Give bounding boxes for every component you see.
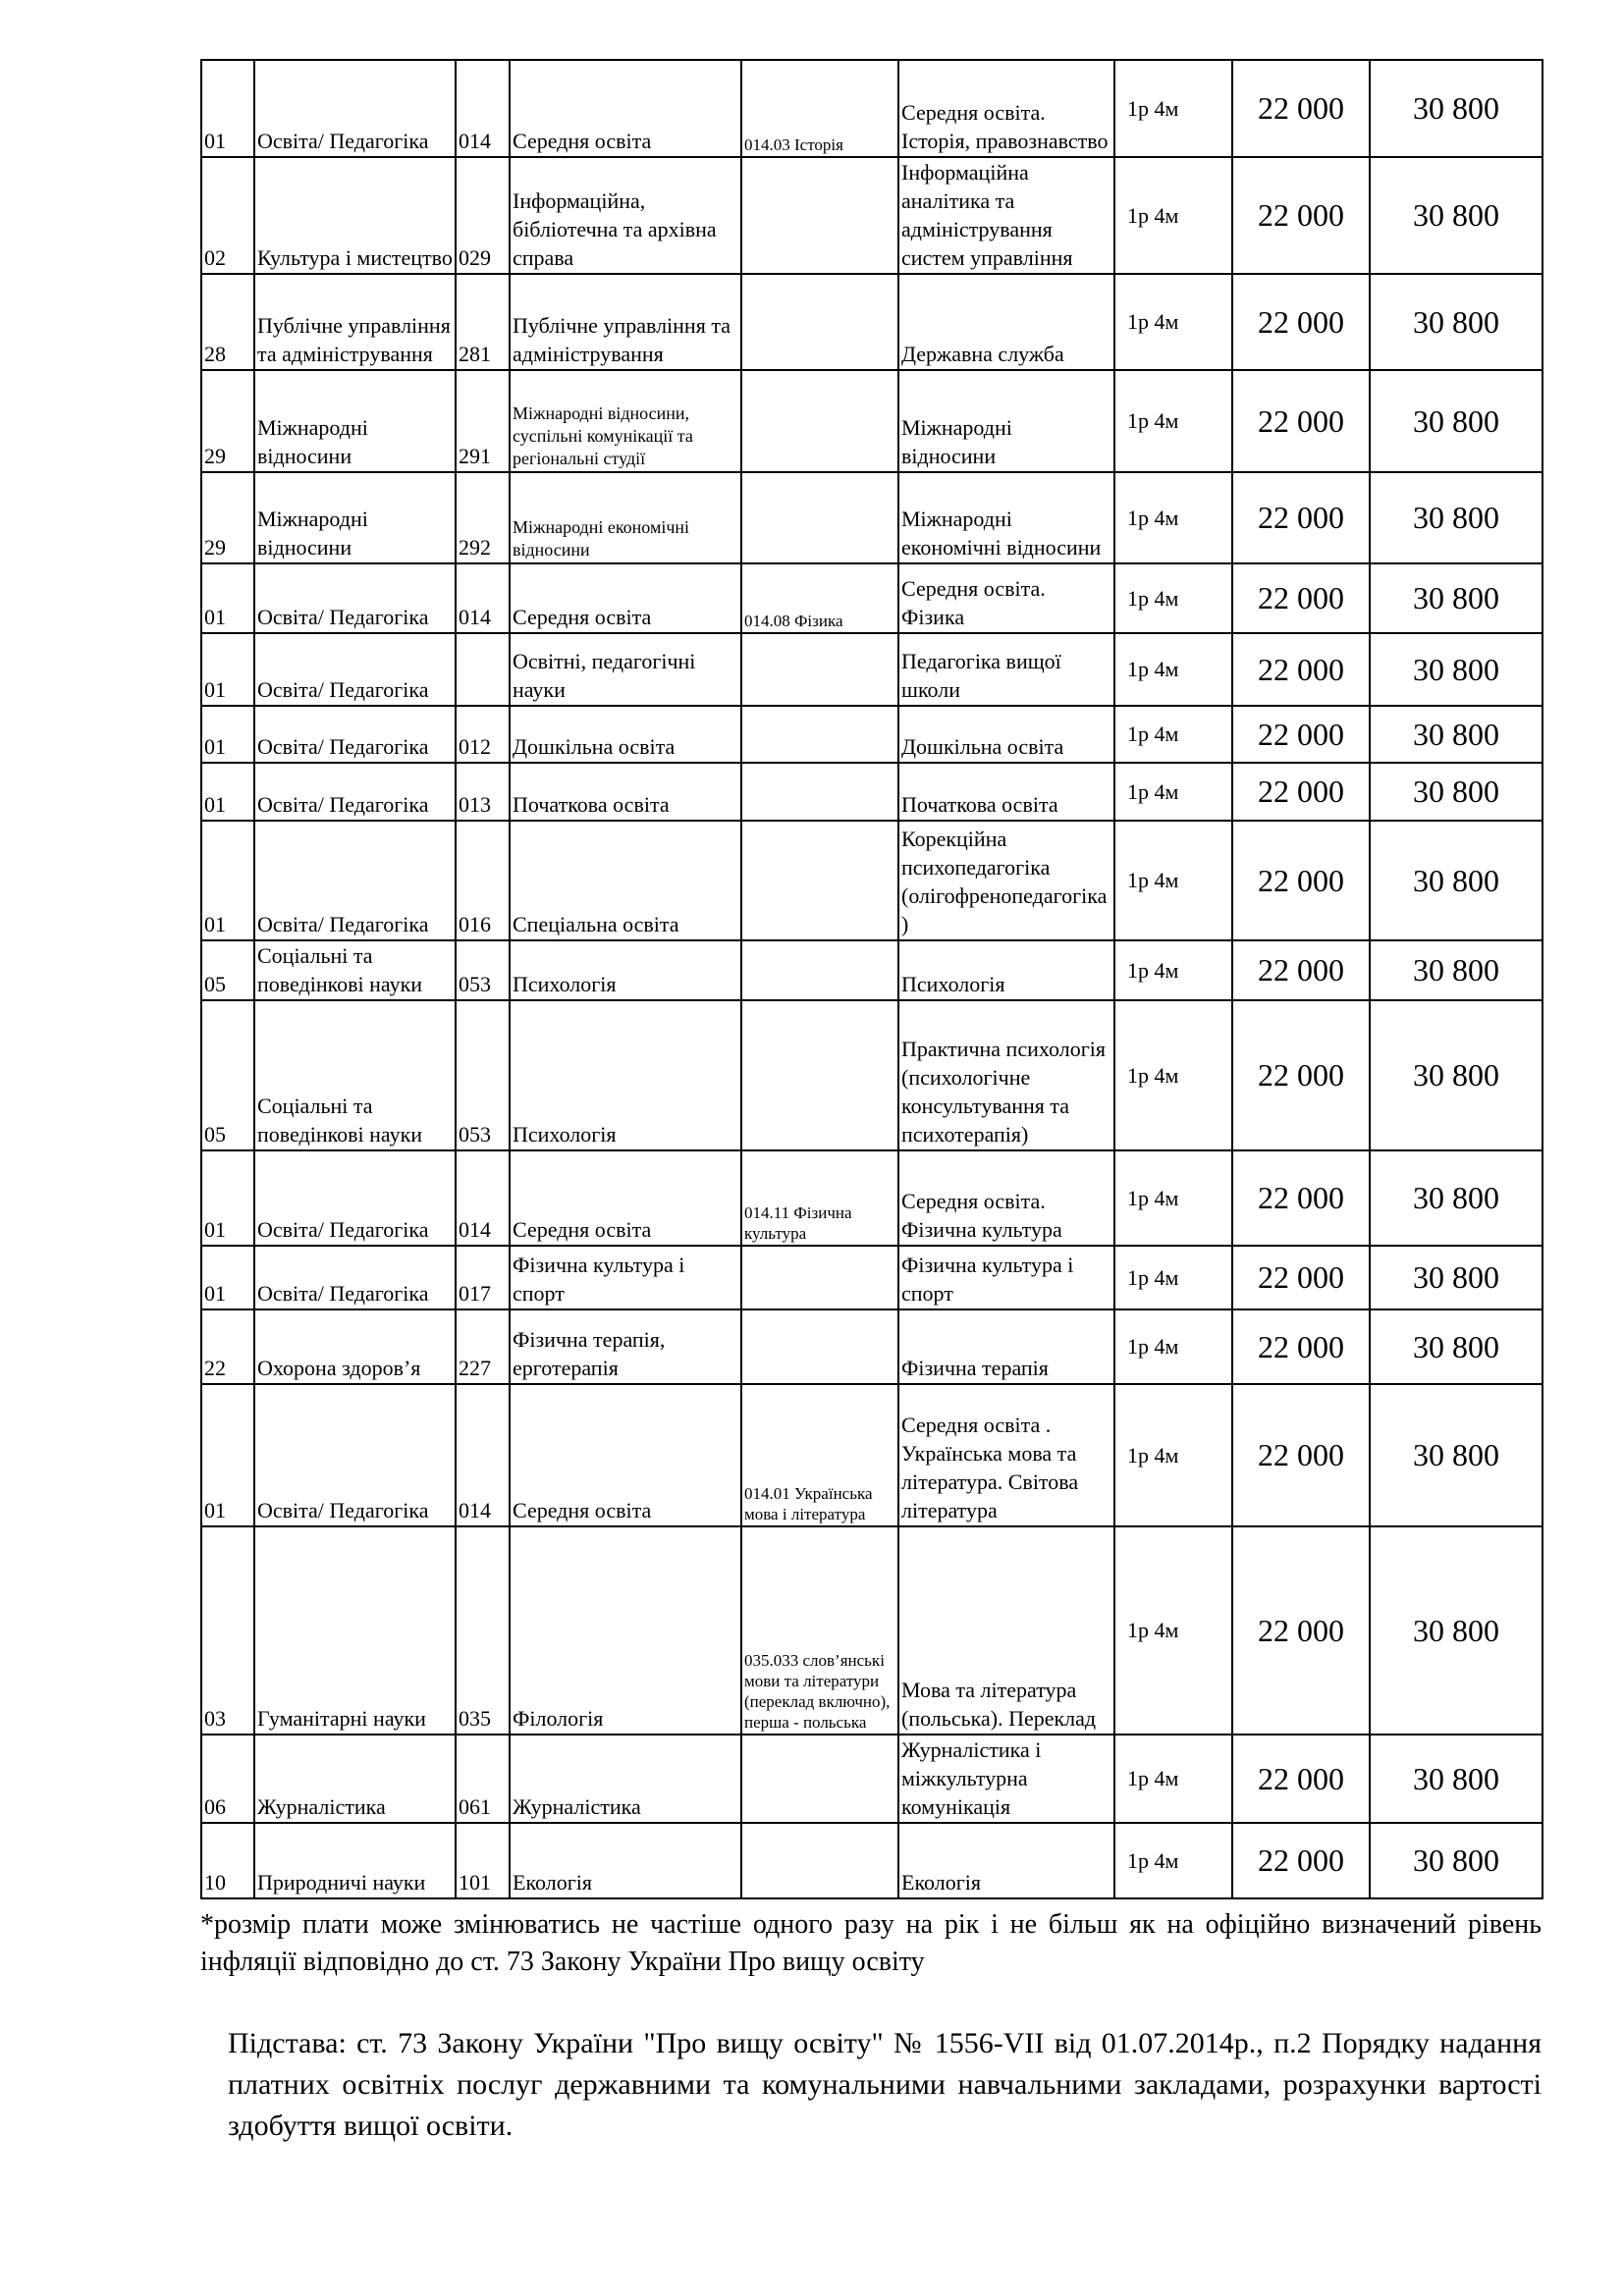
branch-name-cell: Міжнародні відносини — [254, 370, 456, 472]
specialty-code-cell: 061 — [456, 1735, 510, 1823]
fee-amount-cell: 22 000 — [1232, 940, 1370, 1000]
branch-code-cell: 01 — [201, 1246, 254, 1309]
specialty-name-cell: Фізична терапія, ерготерапія — [510, 1309, 741, 1384]
branch-code-cell: 01 — [201, 60, 254, 157]
fee-amount-extended-cell: 30 800 — [1370, 274, 1543, 370]
subject-area-cell — [741, 1823, 898, 1898]
study-term-cell: 1р 4м — [1114, 1823, 1232, 1898]
program-name-cell: Початкова освіта — [898, 763, 1114, 821]
fee-amount-cell: 22 000 — [1232, 1246, 1370, 1309]
study-term-cell: 1р 4м — [1114, 274, 1232, 370]
fee-amount-cell: 22 000 — [1232, 157, 1370, 274]
branch-code-cell: 29 — [201, 472, 254, 563]
fee-amount-cell: 22 000 — [1232, 563, 1370, 633]
branch-name-cell: Освіта/ Педагогіка — [254, 563, 456, 633]
table-row — [201, 370, 1543, 472]
specialty-name-cell: Публічне управління та адміністрування — [510, 274, 741, 370]
specialty-code-cell: 014 — [456, 60, 510, 157]
specialty-code-cell: 053 — [456, 1000, 510, 1150]
subject-area-cell — [741, 821, 898, 940]
branch-name-cell: Освіта/ Педагогіка — [254, 706, 456, 763]
subject-area-cell — [741, 274, 898, 370]
fee-amount-extended-cell: 30 800 — [1370, 370, 1543, 472]
study-term-cell: 1р 4м — [1114, 1735, 1232, 1823]
fee-amount-cell: 22 000 — [1232, 763, 1370, 821]
program-name-cell: Середня освіта. Фізика — [898, 563, 1114, 633]
study-term-cell: 1р 4м — [1114, 1150, 1232, 1246]
program-name-cell: Середня освіта. Історія, правознавство — [898, 60, 1114, 157]
fee-amount-extended-cell: 30 800 — [1370, 1246, 1543, 1309]
fee-amount-cell: 22 000 — [1232, 1384, 1370, 1526]
fee-amount-extended-cell: 30 800 — [1370, 1000, 1543, 1150]
table-row — [201, 1384, 1543, 1526]
specialty-code-cell: 012 — [456, 706, 510, 763]
branch-name-cell: Освіта/ Педагогіка — [254, 763, 456, 821]
table-row — [201, 1246, 1543, 1309]
specialty-name-cell: Початкова освіта — [510, 763, 741, 821]
branch-code-cell: 01 — [201, 633, 254, 706]
study-term-cell: 1р 4м — [1114, 1384, 1232, 1526]
subject-area-cell — [741, 763, 898, 821]
specialty-name-cell: Середня освіта — [510, 60, 741, 157]
specialty-name-cell: Дошкільна освіта — [510, 706, 741, 763]
branch-name-cell: Освіта/ Педагогіка — [254, 633, 456, 706]
table-row — [201, 1823, 1543, 1898]
branch-name-cell: Міжнародні відносини — [254, 472, 456, 563]
fee-amount-extended-cell: 30 800 — [1370, 940, 1543, 1000]
branch-code-cell: 01 — [201, 1384, 254, 1526]
legal-basis: Підстава: ст. 73 Закону України "Про вищу освіту" № 1556-VII від 01.07.2014р., п.2 Порядку надання платних освітніх послуг державними та комунальними навчальними закладами, розрахунки вартості здобуття вищої освіти. — [228, 2027, 1542, 2142]
fee-amount-extended-cell: 30 800 — [1370, 1823, 1543, 1898]
specialty-code-cell: 029 — [456, 157, 510, 274]
subject-area-cell: 035.033 слов’янські мови та літератури (переклад включно), перша - польська — [741, 1526, 898, 1735]
branch-name-cell: Соціальні та поведінкові науки — [254, 940, 456, 1000]
program-name-cell: Міжнародні відносини — [898, 370, 1114, 472]
specialty-name-cell: Середня освіта — [510, 1384, 741, 1526]
study-term-cell: 1р 4м — [1114, 1246, 1232, 1309]
subject-area-cell — [741, 157, 898, 274]
subject-area-cell — [741, 940, 898, 1000]
subject-area-cell: 014.01 Українська мова і література — [741, 1384, 898, 1526]
subject-area-cell — [741, 1246, 898, 1309]
program-name-cell: Психологія — [898, 940, 1114, 1000]
specialty-code-cell: 101 — [456, 1823, 510, 1898]
study-term-cell: 1р 4м — [1114, 633, 1232, 706]
subject-area-cell: 014.11 Фізична культура — [741, 1150, 898, 1246]
fee-amount-extended-cell: 30 800 — [1370, 1735, 1543, 1823]
study-term-cell: 1р 4м — [1114, 563, 1232, 633]
table-row — [201, 60, 1543, 157]
fee-amount-extended-cell: 30 800 — [1370, 821, 1543, 940]
fee-amount-cell: 22 000 — [1232, 633, 1370, 706]
table-body — [201, 60, 1543, 1898]
fee-amount-extended-cell: 30 800 — [1370, 472, 1543, 563]
table-row — [201, 1150, 1543, 1246]
table-row — [201, 1309, 1543, 1384]
table-row — [201, 1526, 1543, 1735]
branch-name-cell: Журналістика — [254, 1735, 456, 1823]
subject-area-cell — [741, 706, 898, 763]
branch-code-cell: 05 — [201, 940, 254, 1000]
branch-code-cell: 10 — [201, 1823, 254, 1898]
program-name-cell: Середня освіта . Українська мова та література. Світова література — [898, 1384, 1114, 1526]
table-row — [201, 821, 1543, 940]
fee-amount-cell: 22 000 — [1232, 370, 1370, 472]
program-name-cell: Міжнародні економічні відносини — [898, 472, 1114, 563]
branch-code-cell: 01 — [201, 563, 254, 633]
specialty-name-cell: Освітні, педагогічні науки — [510, 633, 741, 706]
specialty-code-cell: 013 — [456, 763, 510, 821]
table-row — [201, 633, 1543, 706]
branch-name-cell: Соціальні та поведінкові науки — [254, 1000, 456, 1150]
fee-amount-cell: 22 000 — [1232, 1309, 1370, 1384]
subject-area-cell — [741, 633, 898, 706]
specialty-name-cell: Міжнародні економічні відносини — [510, 472, 741, 563]
fee-amount-extended-cell: 30 800 — [1370, 763, 1543, 821]
branch-code-cell: 01 — [201, 763, 254, 821]
branch-name-cell: Публічне управління та адміністрування — [254, 274, 456, 370]
specialty-name-cell: Журналістика — [510, 1735, 741, 1823]
branch-code-cell: 01 — [201, 1150, 254, 1246]
table-row — [201, 706, 1543, 763]
fee-amount-extended-cell: 30 800 — [1370, 563, 1543, 633]
specialty-name-cell: Середня освіта — [510, 563, 741, 633]
specialty-name-cell: Інформаційна, бібліотечна та архівна справа — [510, 157, 741, 274]
program-name-cell: Середня освіта. Фізична культура — [898, 1150, 1114, 1246]
fee-amount-extended-cell: 30 800 — [1370, 1526, 1543, 1735]
program-name-cell: Дошкільна освіта — [898, 706, 1114, 763]
branch-code-cell: 29 — [201, 370, 254, 472]
study-term-cell: 1р 4м — [1114, 60, 1232, 157]
subject-area-cell — [741, 370, 898, 472]
program-name-cell: Журналістика і міжкультурна комунікація — [898, 1735, 1114, 1823]
specialty-name-cell: Філологія — [510, 1526, 741, 1735]
specialty-name-cell: Спеціальна освіта — [510, 821, 741, 940]
subject-area-cell — [741, 472, 898, 563]
fee-amount-cell: 22 000 — [1232, 274, 1370, 370]
branch-name-cell: Гуманітарні науки — [254, 1526, 456, 1735]
branch-code-cell: 01 — [201, 821, 254, 940]
specialty-code-cell: 017 — [456, 1246, 510, 1309]
study-term-cell: 1р 4м — [1114, 706, 1232, 763]
branch-name-cell: Охорона здоров’я — [254, 1309, 456, 1384]
study-term-cell: 1р 4м — [1114, 940, 1232, 1000]
branch-code-cell: 28 — [201, 274, 254, 370]
subject-area-cell — [741, 1000, 898, 1150]
specialty-code-cell: 014 — [456, 563, 510, 633]
fee-amount-extended-cell: 30 800 — [1370, 706, 1543, 763]
study-term-cell: 1р 4м — [1114, 1309, 1232, 1384]
specialty-name-cell: Фізична культура і спорт — [510, 1246, 741, 1309]
branch-name-cell: Освіта/ Педагогіка — [254, 60, 456, 157]
specialty-name-cell: Психологія — [510, 1000, 741, 1150]
table-row — [201, 1000, 1543, 1150]
branch-code-cell: 22 — [201, 1309, 254, 1384]
branch-name-cell: Освіта/ Педагогіка — [254, 1150, 456, 1246]
fee-amount-cell: 22 000 — [1232, 1000, 1370, 1150]
program-name-cell: Фізична терапія — [898, 1309, 1114, 1384]
specialty-code-cell: 281 — [456, 274, 510, 370]
fee-amount-cell: 22 000 — [1232, 821, 1370, 940]
fee-amount-extended-cell: 30 800 — [1370, 1150, 1543, 1246]
fee-amount-cell: 22 000 — [1232, 1150, 1370, 1246]
branch-code-cell: 05 — [201, 1000, 254, 1150]
subject-area-cell — [741, 1309, 898, 1384]
table-row — [201, 472, 1543, 563]
branch-code-cell: 06 — [201, 1735, 254, 1823]
program-name-cell: Фізична культура і спорт — [898, 1246, 1114, 1309]
fee-amount-cell: 22 000 — [1232, 60, 1370, 157]
study-term-cell: 1р 4м — [1114, 157, 1232, 274]
table-row — [201, 274, 1543, 370]
specialty-code-cell — [456, 633, 510, 706]
branch-name-cell: Культура і мистецтво — [254, 157, 456, 274]
table-row — [201, 940, 1543, 1000]
fee-amount-extended-cell: 30 800 — [1370, 60, 1543, 157]
tuition-fee-table — [200, 59, 1543, 1899]
program-name-cell: Інформаційна аналітика та адміністрування систем управління — [898, 157, 1114, 274]
fee-amount-cell: 22 000 — [1232, 472, 1370, 563]
study-term-cell: 1р 4м — [1114, 1000, 1232, 1150]
program-name-cell: Корекційна психопедагогіка (олігофренопедагогіка) — [898, 821, 1114, 940]
specialty-code-cell: 016 — [456, 821, 510, 940]
study-term-cell: 1р 4м — [1114, 1526, 1232, 1735]
footnote: *розмір плати може змінюватись не частіше одного разу на рік і не більш як на офіційно визначений рівень інфляції відповідно до ст. 73 Закону України Про вищу освіту — [200, 1909, 1542, 1977]
fee-amount-extended-cell: 30 800 — [1370, 157, 1543, 274]
specialty-code-cell: 053 — [456, 940, 510, 1000]
specialty-name-cell: Екологія — [510, 1823, 741, 1898]
fee-amount-cell: 22 000 — [1232, 706, 1370, 763]
fee-amount-cell: 22 000 — [1232, 1526, 1370, 1735]
specialty-name-cell: Психологія — [510, 940, 741, 1000]
branch-code-cell: 03 — [201, 1526, 254, 1735]
table-row — [201, 1735, 1543, 1823]
subject-area-cell: 014.03 Історія — [741, 60, 898, 157]
branch-code-cell: 02 — [201, 157, 254, 274]
fee-amount-extended-cell: 30 800 — [1370, 1384, 1543, 1526]
program-name-cell: Практична психологія (психологічне консультування та психотерапія) — [898, 1000, 1114, 1150]
study-term-cell: 1р 4м — [1114, 472, 1232, 563]
branch-name-cell: Освіта/ Педагогіка — [254, 1384, 456, 1526]
table-row — [201, 763, 1543, 821]
study-term-cell: 1р 4м — [1114, 370, 1232, 472]
specialty-code-cell: 035 — [456, 1526, 510, 1735]
program-name-cell: Державна служба — [898, 274, 1114, 370]
specialty-code-cell: 014 — [456, 1384, 510, 1526]
branch-name-cell: Освіта/ Педагогіка — [254, 821, 456, 940]
specialty-name-cell: Міжнародні відносини, суспільні комунікації та регіональні студії — [510, 370, 741, 472]
program-name-cell: Екологія — [898, 1823, 1114, 1898]
branch-code-cell: 01 — [201, 706, 254, 763]
specialty-code-cell: 227 — [456, 1309, 510, 1384]
fee-amount-cell: 22 000 — [1232, 1823, 1370, 1898]
study-term-cell: 1р 4м — [1114, 821, 1232, 940]
table-row — [201, 563, 1543, 633]
fee-amount-cell: 22 000 — [1232, 1735, 1370, 1823]
program-name-cell: Педагогіка вищої школи — [898, 633, 1114, 706]
table-row — [201, 157, 1543, 274]
study-term-cell: 1р 4м — [1114, 763, 1232, 821]
fee-amount-extended-cell: 30 800 — [1370, 633, 1543, 706]
subject-area-cell — [741, 1735, 898, 1823]
specialty-code-cell: 292 — [456, 472, 510, 563]
specialty-name-cell: Середня освіта — [510, 1150, 741, 1246]
branch-name-cell: Освіта/ Педагогіка — [254, 1246, 456, 1309]
specialty-code-cell: 291 — [456, 370, 510, 472]
program-name-cell: Мова та література (польська). Переклад — [898, 1526, 1114, 1735]
branch-name-cell: Природничі науки — [254, 1823, 456, 1898]
specialty-code-cell: 014 — [456, 1150, 510, 1246]
fee-amount-extended-cell: 30 800 — [1370, 1309, 1543, 1384]
subject-area-cell: 014.08 Фізика — [741, 563, 898, 633]
